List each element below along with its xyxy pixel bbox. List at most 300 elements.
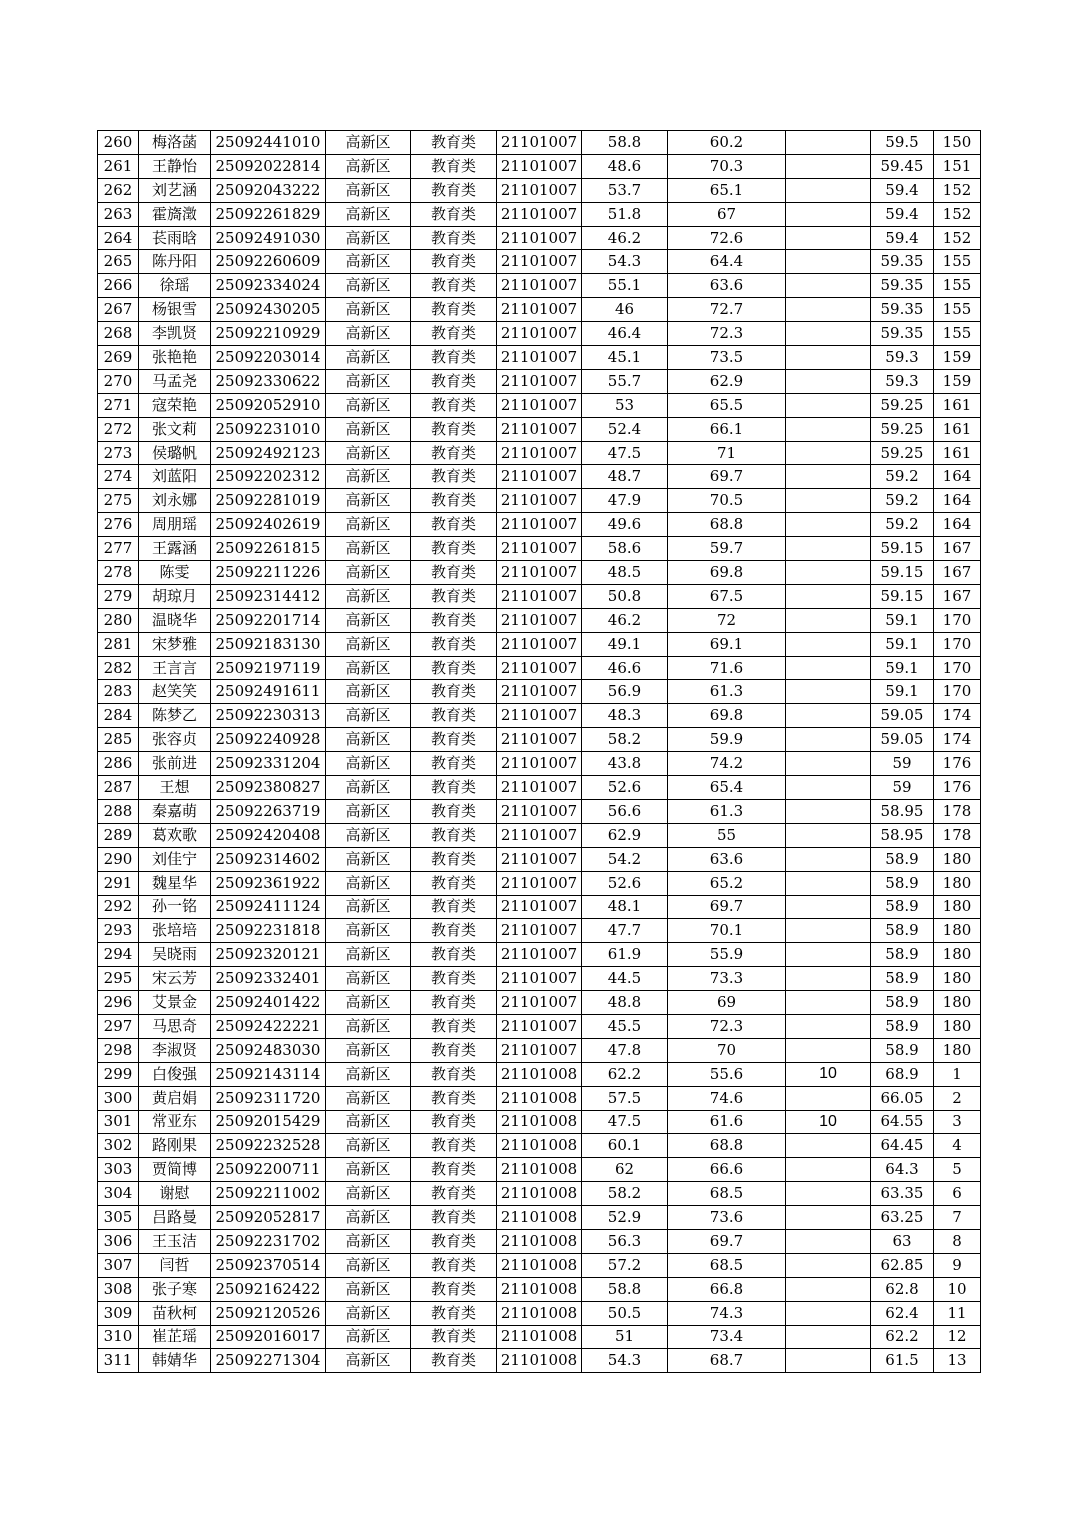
interview-score-cell: 73.4 [668,1325,786,1349]
exam-id-cell: 25092197119 [211,656,326,680]
rank-cell: 152 [934,202,981,226]
category-cell: 教育类 [411,967,497,991]
district-cell: 高新区 [326,441,411,465]
category-cell: 教育类 [411,154,497,178]
bonus-cell [786,704,871,728]
table-row [98,250,981,274]
total-score-cell: 59.5 [871,131,934,155]
category-cell: 教育类 [411,298,497,322]
interview-score-cell: 62.9 [668,369,786,393]
rank-cell: 180 [934,895,981,919]
position-code-cell: 21101008 [497,1229,582,1253]
position-code-cell: 21101007 [497,632,582,656]
name-cell: 刘艺涵 [139,178,211,202]
total-score-cell: 59.2 [871,465,934,489]
written-score-cell: 46.2 [582,226,668,250]
seq-cell: 272 [98,417,139,441]
bonus-cell [786,1253,871,1277]
seq-cell: 291 [98,871,139,895]
rank-cell: 13 [934,1349,981,1373]
rank-cell: 178 [934,823,981,847]
bonus-cell [786,226,871,250]
interview-score-cell: 64.4 [668,250,786,274]
seq-cell: 301 [98,1110,139,1134]
seq-cell: 296 [98,991,139,1015]
written-score-cell: 58.8 [582,131,668,155]
name-cell: 葛欢歌 [139,823,211,847]
exam-id-cell: 25092411124 [211,895,326,919]
interview-score-cell: 61.3 [668,680,786,704]
name-cell: 梅洛菡 [139,131,211,155]
table-row [98,537,981,561]
seq-cell: 280 [98,608,139,632]
rank-cell: 176 [934,776,981,800]
bonus-cell [786,799,871,823]
rank-cell: 170 [934,680,981,704]
table-row [98,967,981,991]
total-score-cell: 58.95 [871,823,934,847]
total-score-cell: 58.9 [871,1038,934,1062]
written-score-cell: 56.3 [582,1229,668,1253]
position-code-cell: 21101007 [497,776,582,800]
interview-score-cell: 63.6 [668,274,786,298]
district-cell: 高新区 [326,226,411,250]
category-cell: 教育类 [411,322,497,346]
rank-cell: 174 [934,704,981,728]
seq-cell: 267 [98,298,139,322]
district-cell: 高新区 [326,752,411,776]
written-score-cell: 46.2 [582,608,668,632]
rank-cell: 164 [934,465,981,489]
position-code-cell: 21101007 [497,1014,582,1038]
seq-cell: 265 [98,250,139,274]
rank-cell: 6 [934,1182,981,1206]
category-cell: 教育类 [411,704,497,728]
total-score-cell: 59.25 [871,393,934,417]
total-score-cell: 58.9 [871,895,934,919]
category-cell: 教育类 [411,752,497,776]
seq-cell: 311 [98,1349,139,1373]
table-row [98,823,981,847]
table-row [98,441,981,465]
category-cell: 教育类 [411,1325,497,1349]
table-row [98,1086,981,1110]
exam-id-cell: 25092331204 [211,752,326,776]
position-code-cell: 21101008 [497,1325,582,1349]
total-score-cell: 59.15 [871,584,934,608]
bonus-cell [786,1134,871,1158]
district-cell: 高新区 [326,369,411,393]
district-cell: 高新区 [326,393,411,417]
district-cell: 高新区 [326,1062,411,1086]
written-score-cell: 55.1 [582,274,668,298]
bonus-cell [786,513,871,537]
rank-cell: 180 [934,967,981,991]
total-score-cell: 59.1 [871,656,934,680]
exam-id-cell: 25092203014 [211,346,326,370]
category-cell: 教育类 [411,1038,497,1062]
exam-id-cell: 25092260609 [211,250,326,274]
bonus-cell [786,1277,871,1301]
seq-cell: 264 [98,226,139,250]
position-code-cell: 21101007 [497,274,582,298]
total-score-cell: 59.1 [871,680,934,704]
position-code-cell: 21101008 [497,1086,582,1110]
total-score-cell: 59.35 [871,274,934,298]
position-code-cell: 21101007 [497,704,582,728]
rank-cell: 180 [934,991,981,1015]
category-cell: 教育类 [411,1062,497,1086]
interview-score-cell: 69.7 [668,1229,786,1253]
bonus-cell [786,465,871,489]
category-cell: 教育类 [411,226,497,250]
rank-cell: 155 [934,298,981,322]
bonus-cell [786,847,871,871]
table-row [98,393,981,417]
district-cell: 高新区 [326,704,411,728]
district-cell: 高新区 [326,919,411,943]
bonus-cell [786,632,871,656]
exam-id-cell: 25092162422 [211,1277,326,1301]
category-cell: 教育类 [411,1014,497,1038]
name-cell: 艾景金 [139,991,211,1015]
exam-id-cell: 25092052817 [211,1206,326,1230]
total-score-cell: 59.35 [871,322,934,346]
district-cell: 高新区 [326,250,411,274]
name-cell: 贾简博 [139,1158,211,1182]
table-row [98,417,981,441]
position-code-cell: 21101007 [497,991,582,1015]
name-cell: 寇荣艳 [139,393,211,417]
table-row [98,1182,981,1206]
district-cell: 高新区 [326,1277,411,1301]
table-row [98,728,981,752]
position-code-cell: 21101007 [497,465,582,489]
rank-cell: 161 [934,417,981,441]
district-cell: 高新区 [326,417,411,441]
bonus-cell [786,1014,871,1038]
name-cell: 温晓华 [139,608,211,632]
position-code-cell: 21101008 [497,1253,582,1277]
total-score-cell: 58.9 [871,967,934,991]
interview-score-cell: 73.6 [668,1206,786,1230]
table-row [98,895,981,919]
rank-cell: 151 [934,154,981,178]
interview-score-cell: 61.3 [668,799,786,823]
bonus-cell [786,1158,871,1182]
category-cell: 教育类 [411,895,497,919]
position-code-cell: 21101007 [497,919,582,943]
bonus-cell: 10 [786,1110,871,1134]
exam-id-cell: 25092231010 [211,417,326,441]
interview-score-cell: 59.9 [668,728,786,752]
bonus-cell [786,393,871,417]
category-cell: 教育类 [411,871,497,895]
bonus-cell [786,752,871,776]
exam-id-cell: 25092483030 [211,1038,326,1062]
interview-score-cell: 66.6 [668,1158,786,1182]
name-cell: 吴晓雨 [139,943,211,967]
seq-cell: 274 [98,465,139,489]
bonus-cell [786,871,871,895]
table-row [98,680,981,704]
interview-score-cell: 55.6 [668,1062,786,1086]
category-cell: 教育类 [411,1277,497,1301]
total-score-cell: 68.9 [871,1062,934,1086]
exam-id-cell: 25092043222 [211,178,326,202]
position-code-cell: 21101008 [497,1349,582,1373]
rank-cell: 170 [934,608,981,632]
written-score-cell: 57.2 [582,1253,668,1277]
written-score-cell: 44.5 [582,967,668,991]
table-row [98,656,981,680]
position-code-cell: 21101007 [497,656,582,680]
category-cell: 教育类 [411,919,497,943]
district-cell: 高新区 [326,1229,411,1253]
category-cell: 教育类 [411,131,497,155]
total-score-cell: 59 [871,752,934,776]
rank-cell: 180 [934,919,981,943]
bonus-cell [786,1229,871,1253]
written-score-cell: 62.9 [582,823,668,847]
table-row [98,1325,981,1349]
category-cell: 教育类 [411,1182,497,1206]
name-cell: 陈梦乙 [139,704,211,728]
total-score-cell: 62.2 [871,1325,934,1349]
interview-score-cell: 70.5 [668,489,786,513]
seq-cell: 269 [98,346,139,370]
bonus-cell [786,991,871,1015]
bonus-cell [786,919,871,943]
position-code-cell: 21101007 [497,441,582,465]
written-score-cell: 52.6 [582,776,668,800]
rank-cell: 4 [934,1134,981,1158]
bonus-cell [786,441,871,465]
interview-score-cell: 66.1 [668,417,786,441]
district-cell: 高新区 [326,871,411,895]
name-cell: 张前进 [139,752,211,776]
table-row [98,226,981,250]
rank-cell: 7 [934,1206,981,1230]
seq-cell: 302 [98,1134,139,1158]
written-score-cell: 47.8 [582,1038,668,1062]
bonus-cell [786,1038,871,1062]
bonus-cell [786,1182,871,1206]
position-code-cell: 21101007 [497,226,582,250]
district-cell: 高新区 [326,298,411,322]
written-score-cell: 60.1 [582,1134,668,1158]
seq-cell: 283 [98,680,139,704]
position-code-cell: 21101007 [497,895,582,919]
seq-cell: 294 [98,943,139,967]
bonus-cell [786,967,871,991]
district-cell: 高新区 [326,346,411,370]
seq-cell: 281 [98,632,139,656]
district-cell: 高新区 [326,584,411,608]
position-code-cell: 21101008 [497,1110,582,1134]
total-score-cell: 59.05 [871,728,934,752]
name-cell: 张子寒 [139,1277,211,1301]
name-cell: 崔芷瑶 [139,1325,211,1349]
seq-cell: 263 [98,202,139,226]
written-score-cell: 50.8 [582,584,668,608]
total-score-cell: 59.4 [871,226,934,250]
seq-cell: 270 [98,369,139,393]
position-code-cell: 21101007 [497,799,582,823]
exam-id-cell: 25092261829 [211,202,326,226]
total-score-cell: 59.1 [871,608,934,632]
bonus-cell [786,298,871,322]
category-cell: 教育类 [411,393,497,417]
seq-cell: 310 [98,1325,139,1349]
seq-cell: 288 [98,799,139,823]
written-score-cell: 61.9 [582,943,668,967]
seq-cell: 268 [98,322,139,346]
rank-cell: 161 [934,393,981,417]
written-score-cell: 50.5 [582,1301,668,1325]
bonus-cell [786,346,871,370]
name-cell: 秦嘉萌 [139,799,211,823]
written-score-cell: 54.3 [582,1349,668,1373]
exam-id-cell: 25092261815 [211,537,326,561]
interview-score-cell: 74.2 [668,752,786,776]
exam-id-cell: 25092183130 [211,632,326,656]
category-cell: 教育类 [411,178,497,202]
seq-cell: 276 [98,513,139,537]
table-row [98,1014,981,1038]
rank-cell: 176 [934,752,981,776]
category-cell: 教育类 [411,991,497,1015]
interview-score-cell: 55.9 [668,943,786,967]
written-score-cell: 58.2 [582,728,668,752]
interview-score-cell: 74.6 [668,1086,786,1110]
interview-score-cell: 69.1 [668,632,786,656]
interview-score-cell: 73.5 [668,346,786,370]
category-cell: 教育类 [411,489,497,513]
total-score-cell: 58.9 [871,919,934,943]
table-row [98,991,981,1015]
position-code-cell: 21101007 [497,1038,582,1062]
rank-cell: 164 [934,513,981,537]
bonus-cell [786,608,871,632]
district-cell: 高新区 [326,202,411,226]
exam-id-cell: 25092231818 [211,919,326,943]
name-cell: 王想 [139,776,211,800]
name-cell: 刘佳宁 [139,847,211,871]
total-score-cell: 58.9 [871,847,934,871]
position-code-cell: 21101008 [497,1158,582,1182]
table-row [98,1134,981,1158]
interview-score-cell: 74.3 [668,1301,786,1325]
position-code-cell: 21101007 [497,131,582,155]
table-row [98,1062,981,1086]
seq-cell: 287 [98,776,139,800]
name-cell: 杨银雪 [139,298,211,322]
name-cell: 徐瑶 [139,274,211,298]
position-code-cell: 21101007 [497,178,582,202]
name-cell: 霍旖澂 [139,202,211,226]
exam-id-cell: 25092240928 [211,728,326,752]
seq-cell: 305 [98,1206,139,1230]
written-score-cell: 52.6 [582,871,668,895]
name-cell: 宋梦雅 [139,632,211,656]
position-code-cell: 21101007 [497,584,582,608]
written-score-cell: 46.4 [582,322,668,346]
seq-cell: 273 [98,441,139,465]
exam-id-cell: 25092441010 [211,131,326,155]
position-code-cell: 21101008 [497,1062,582,1086]
interview-score-cell: 73.3 [668,967,786,991]
seq-cell: 309 [98,1301,139,1325]
category-cell: 教育类 [411,1110,497,1134]
exam-id-cell: 25092232528 [211,1134,326,1158]
name-cell: 李凯贤 [139,322,211,346]
table-row [98,1301,981,1325]
interview-score-cell: 71.6 [668,656,786,680]
interview-score-cell: 70.1 [668,919,786,943]
bonus-cell [786,274,871,298]
category-cell: 教育类 [411,847,497,871]
name-cell: 王静怡 [139,154,211,178]
name-cell: 张文莉 [139,417,211,441]
district-cell: 高新区 [326,489,411,513]
name-cell: 张容贞 [139,728,211,752]
total-score-cell: 63.35 [871,1182,934,1206]
table-row [98,943,981,967]
name-cell: 韩婧华 [139,1349,211,1373]
rank-cell: 159 [934,369,981,393]
name-cell: 苌雨晗 [139,226,211,250]
interview-score-cell: 68.5 [668,1253,786,1277]
interview-score-cell: 69.7 [668,465,786,489]
exam-id-cell: 25092370514 [211,1253,326,1277]
position-code-cell: 21101007 [497,489,582,513]
category-cell: 教育类 [411,369,497,393]
interview-score-cell: 68.8 [668,513,786,537]
district-cell: 高新区 [326,991,411,1015]
exam-id-cell: 25092210929 [211,322,326,346]
category-cell: 教育类 [411,1301,497,1325]
written-score-cell: 62 [582,1158,668,1182]
interview-score-cell: 69.8 [668,561,786,585]
table-row [98,632,981,656]
name-cell: 胡琼月 [139,584,211,608]
seq-cell: 286 [98,752,139,776]
bonus-cell [786,489,871,513]
seq-cell: 279 [98,584,139,608]
bonus-cell [786,202,871,226]
bonus-cell [786,584,871,608]
position-code-cell: 21101007 [497,680,582,704]
interview-score-cell: 61.6 [668,1110,786,1134]
position-code-cell: 21101007 [497,250,582,274]
district-cell: 高新区 [326,131,411,155]
interview-score-cell: 65.2 [668,871,786,895]
category-cell: 教育类 [411,943,497,967]
position-code-cell: 21101007 [497,943,582,967]
rank-cell: 155 [934,322,981,346]
written-score-cell: 54.2 [582,847,668,871]
district-cell: 高新区 [326,943,411,967]
rank-cell: 170 [934,632,981,656]
position-code-cell: 21101008 [497,1206,582,1230]
name-cell: 吕路曼 [139,1206,211,1230]
seq-cell: 289 [98,823,139,847]
seq-cell: 303 [98,1158,139,1182]
table-row [98,178,981,202]
name-cell: 宋云芳 [139,967,211,991]
total-score-cell: 59.2 [871,513,934,537]
